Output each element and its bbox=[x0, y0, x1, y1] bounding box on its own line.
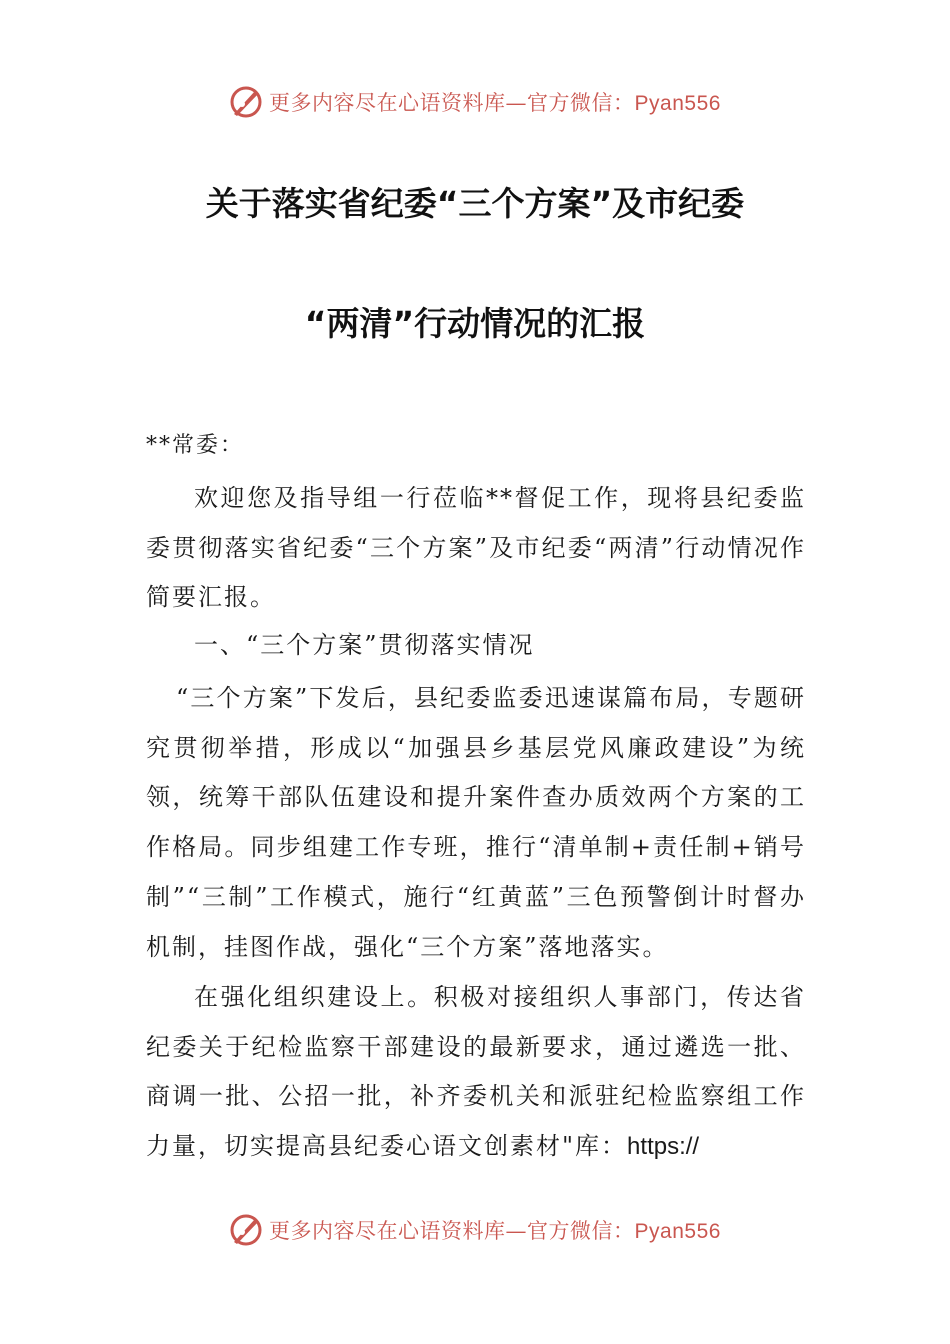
watermark-text: 更多内容尽在心语资料库—官方微信：Pyan556 bbox=[269, 91, 721, 115]
url-text: https:// bbox=[627, 1133, 700, 1161]
salutation: **常委： bbox=[146, 433, 245, 458]
pen-logo-icon bbox=[229, 1213, 263, 1247]
section-heading-1: 一、“三个方案”贯彻落实情况 bbox=[194, 631, 535, 659]
watermark-banner-bottom bbox=[0, 1210, 950, 1250]
paragraph-organization: 在强化组织建设上。积极对接组织人事部门，传达省纪委关于纪检监察干部建设的最新要求，通过遴选一批、商调一批、公招一批，补齐委机关和派驻纪检监察组工作力量，切实提高县纪委心语文创素材"库：https:// bbox=[146, 983, 806, 1161]
watermark-banner-top bbox=[0, 82, 950, 122]
paragraph-section1: “三个方案”下发后，县纪委监委迅速谋篇布局，专题研究贯彻举措，形成以“加强县乡基层党风廉政建设”为统领，统筹干部队伍建设和提升案件查办质效两个方案的工作格局。同步组建工作专班，推行“清单制+责任制+销号制”“三制”工作模式，施行“红黄蓝”三色预警倒计时督办机制，挂图作战，强化“三个方案”落地落实。 bbox=[146, 684, 806, 961]
document-title-line2: “两清”行动情况的汇报 bbox=[304, 304, 646, 343]
document-title-line1: 关于落实省纪委“三个方案”及市纪委 bbox=[205, 184, 745, 223]
watermark-text: 更多内容尽在心语资料库—官方微信：Pyan556 bbox=[269, 1219, 721, 1243]
pen-logo-icon bbox=[229, 85, 263, 119]
paragraph-intro: 欢迎您及指导组一行莅临**督促工作，现将县纪委监委贯彻落实省纪委“三个方案”及市纪委“两清”行动情况作简要汇报。 bbox=[146, 484, 806, 612]
